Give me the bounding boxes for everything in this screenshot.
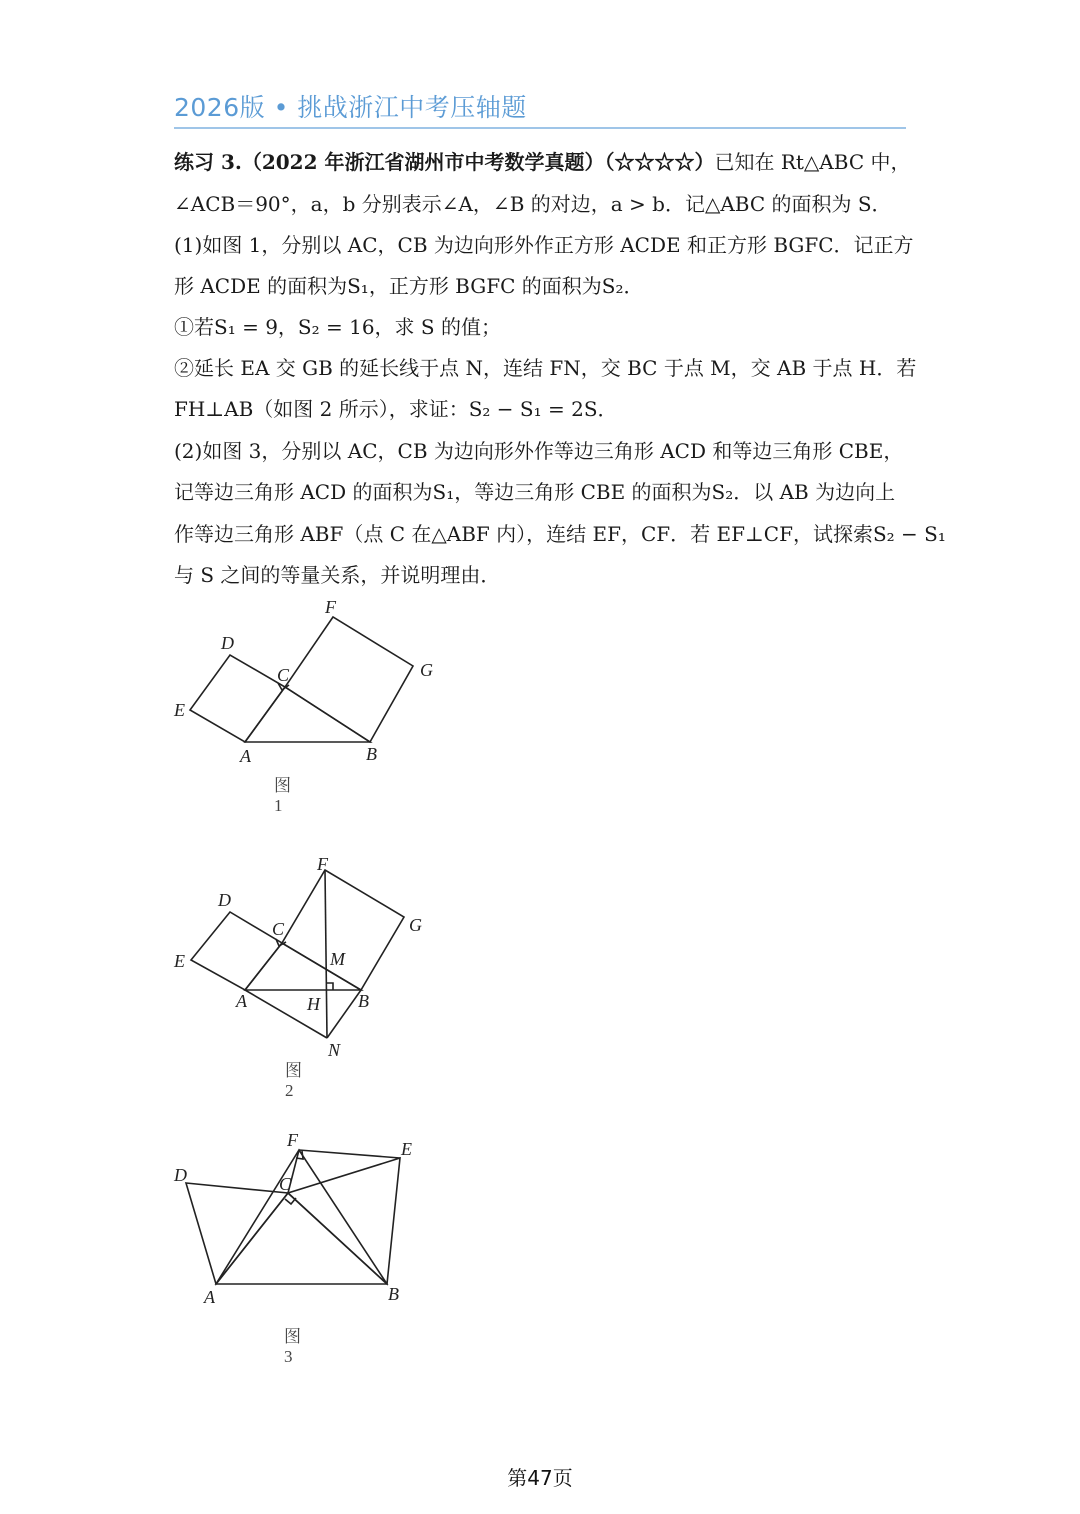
fig1-label-f: F xyxy=(325,597,336,617)
fig3-label-d: D xyxy=(174,1165,187,1185)
fig2-caption: 图2 xyxy=(285,1061,302,1100)
fig2-label-a: A xyxy=(236,991,247,1011)
fig1-label-e: E xyxy=(174,700,185,720)
fig2-label-m: M xyxy=(330,949,345,969)
fig2-label-b: B xyxy=(358,991,369,1011)
problem-line-2: (1)如图 1，分别以 AC，CB 为边向形外作正方形 ACDE 和正方形 BGFC．记正方 xyxy=(174,233,914,257)
header-title: 2026版 • 挑战浙江中考压轴题 xyxy=(174,93,527,122)
problem-line-8: 记等边三角形 ACD 的面积为S₁，等边三角形 CBE 的面积为S₂．以 AB 为边向上 xyxy=(174,480,896,504)
fig3-label-f: F xyxy=(287,1130,298,1150)
fig1-label-d: D xyxy=(221,633,234,653)
fig3-label-c: C xyxy=(279,1174,292,1194)
fig1-label-c: C xyxy=(277,665,290,685)
problem-line-1: ∠ACB＝90°，a，b 分别表示∠A，∠B 的对边，a > b．记△ABC 的面积为 S． xyxy=(174,192,892,216)
fig2-label-f: F xyxy=(317,854,328,874)
problem-line-3: 形 ACDE 的面积为S₁，正方形 BGFC 的面积为S₂． xyxy=(174,274,644,298)
fig3-label-e: E xyxy=(401,1139,412,1159)
fig2-label-h: H xyxy=(307,994,320,1014)
fig3-segment-bc xyxy=(288,1193,387,1284)
problem-line-9: 作等边三角形 ABF（点 C 在△ABF 内），连结 EF，CF．若 EF⊥CF，试探索S₂ − S₁ xyxy=(174,522,946,546)
fig1-caption: 图1 xyxy=(274,776,291,815)
page-number: 第47页 xyxy=(507,1466,573,1490)
problem-line-10: 与 S 之间的等量关系，并说明理由． xyxy=(174,563,501,587)
fig3-label-b: B xyxy=(388,1284,399,1304)
fig2-label-d: D xyxy=(218,890,231,910)
problem-line-4: ①若S₁ = 9，S₂ = 16，求 S 的值； xyxy=(174,315,501,339)
fig1-label-a: A xyxy=(240,746,251,766)
fig3-segment-ef xyxy=(299,1150,400,1158)
fig3-triangle-acd xyxy=(186,1183,288,1284)
fig3-caption: 图3 xyxy=(284,1327,301,1366)
fig3-triangle-cbe xyxy=(288,1158,400,1284)
fig2-label-e: E xyxy=(174,951,185,971)
fig1-label-b: B xyxy=(366,744,377,764)
fig3-segment-ac xyxy=(216,1193,288,1284)
problem-line-5: ②延长 EA 交 GB 的延长线于点 N，连结 FN，交 BC 于点 M，交 AB 于点 H．若 xyxy=(174,356,917,380)
problem-line-7: (2)如图 3，分别以 AC，CB 为边向形外作等边三角形 ACD 和等边三角形 CBE， xyxy=(174,439,904,463)
fig1-label-g: G xyxy=(420,660,433,680)
fig2-label-n: N xyxy=(328,1040,341,1060)
problem-line-0: 已知在 Rt△ABC 中， xyxy=(714,150,911,174)
fig2-label-g: G xyxy=(409,915,422,935)
fig2-label-c: C xyxy=(272,919,285,939)
problem-title: 练习 3.（2022 年浙江省湖州市中考数学真题）（☆☆☆☆） xyxy=(174,150,715,174)
fig3-right-angle-mark-c xyxy=(285,1198,296,1204)
fig3-label-a: A xyxy=(204,1287,215,1307)
problem-line-6: FH⊥AB（如图 2 所示），求证：S₂ − S₁ = 2S． xyxy=(174,397,618,421)
